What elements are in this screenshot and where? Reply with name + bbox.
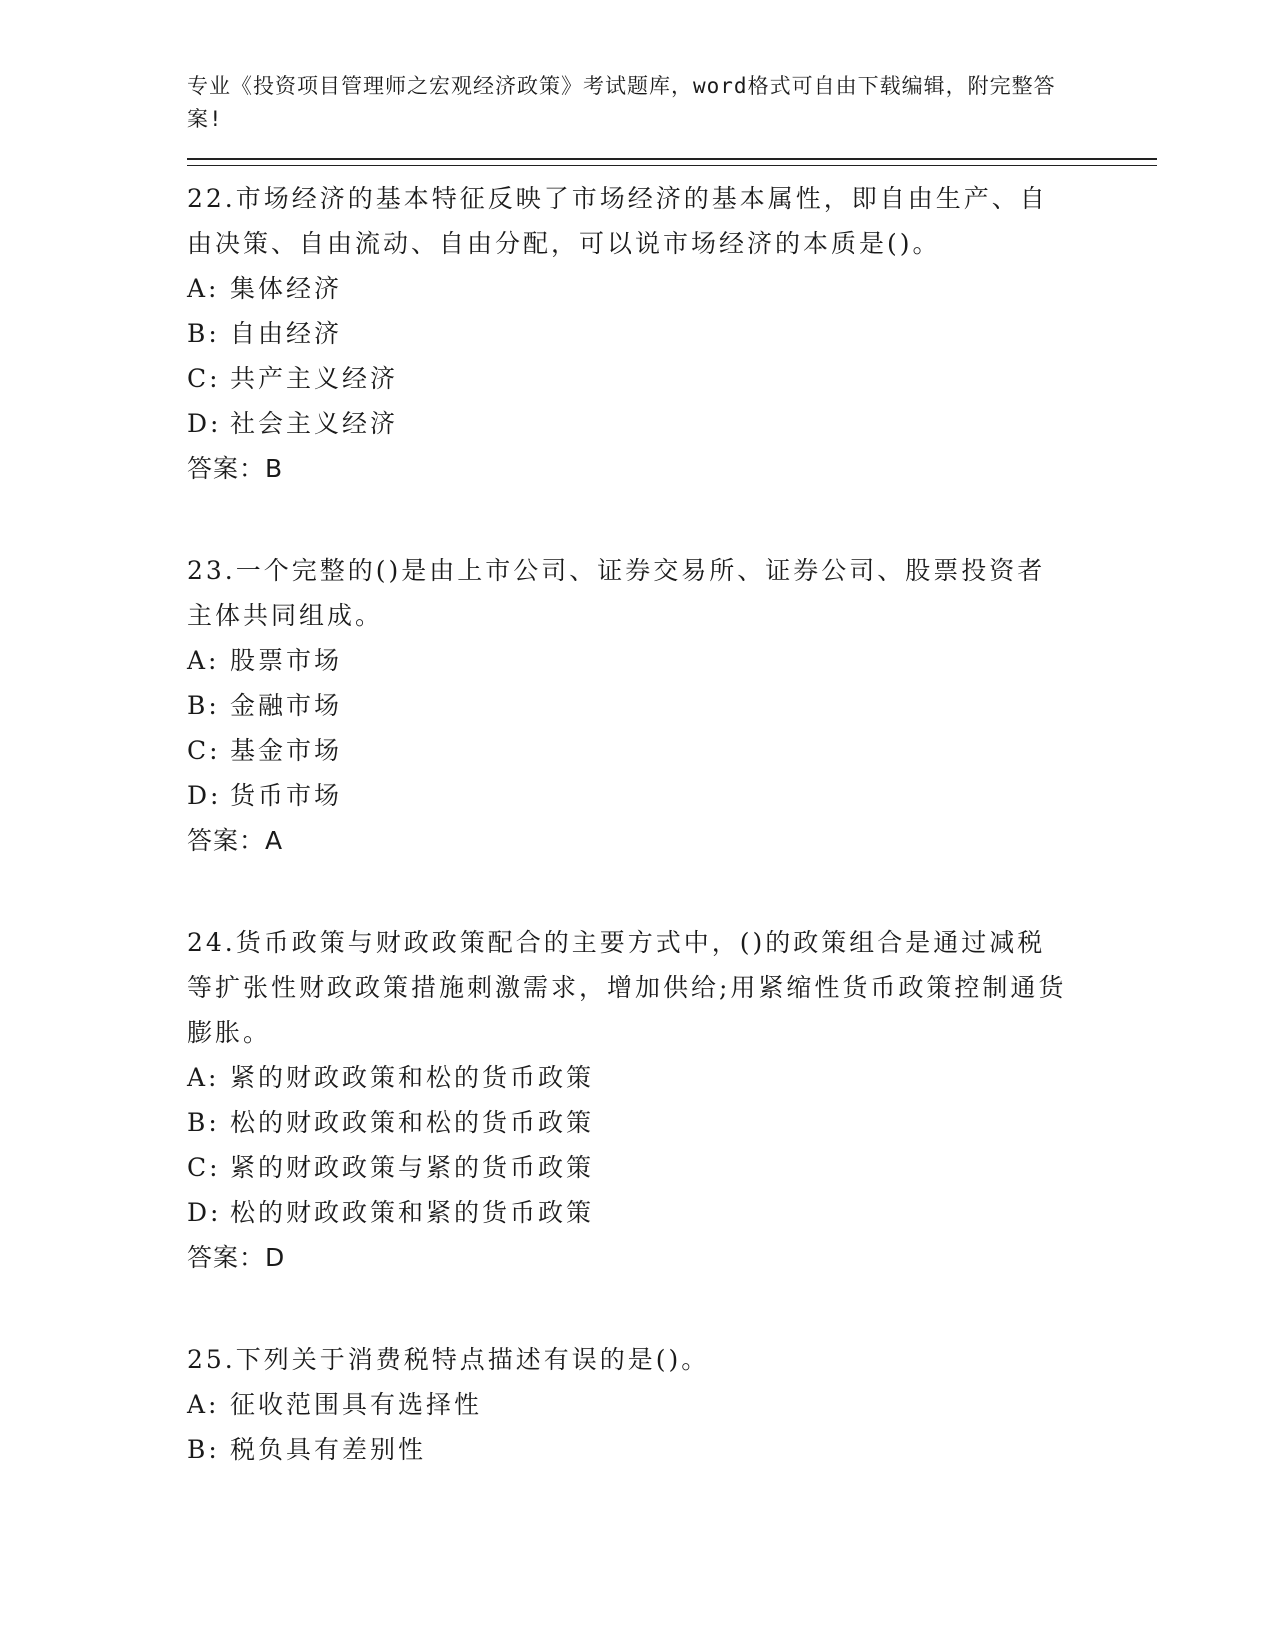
question-23 [187,548,1157,863]
option-text: 紧的财政政策与紧的货币政策 [230,1153,595,1182]
option-letter: B: [187,691,220,720]
answer-line: 答案：D [187,1243,286,1272]
answer-line: 答案：A [187,826,284,855]
document-page [187,70,1157,1472]
option-text: 自由经济 [230,319,343,348]
answer-line: 答案：B [187,454,284,483]
option-c [187,1145,1157,1190]
option-letter: C: [187,1153,221,1182]
option-letter: D: [187,781,222,810]
option-text: 基金市场 [230,736,343,765]
question-text: 25.下列关于消费税特点描述有误的是()。 [187,1345,710,1374]
option-text: 紧的财政政策和松的货币政策 [230,1063,595,1092]
question-text: 22.市场经济的基本特征反映了市场经济的基本属性，即自由生产、自由决策、自由流动、自由分配，可以说市场经济的本质是()。 [187,184,1048,258]
option-letter: A: [187,646,220,675]
option-text: 社会主义经济 [230,409,399,438]
option-b [187,1427,1157,1472]
option-letter: D: [187,1198,222,1227]
option-text: 金融市场 [230,691,343,720]
question-25 [187,1337,1157,1472]
option-c [187,356,1157,401]
option-a [187,266,1157,311]
header-divider [187,158,1157,166]
option-letter: A: [187,1390,220,1419]
option-d [187,1190,1157,1235]
question-text: 23.一个完整的()是由上市公司、证券交易所、证券公司、股票投资者主体共同组成。 [187,556,1046,630]
option-letter: B: [187,1435,220,1464]
option-text: 松的财政政策和紧的货币政策 [230,1198,595,1227]
option-text: 松的财政政策和松的货币政策 [230,1108,595,1137]
option-letter: A: [187,1063,220,1092]
option-letter: C: [187,736,221,765]
option-b [187,683,1157,728]
option-a [187,1055,1157,1100]
option-b [187,1100,1157,1145]
option-d [187,773,1157,818]
document-header: 专业《投资项目管理师之宏观经济政策》考试题库，word格式可自由下载编辑，附完整答案! [187,74,1056,131]
option-text: 集体经济 [230,274,343,303]
option-text: 征收范围具有选择性 [230,1390,483,1419]
option-c [187,728,1157,773]
option-text: 股票市场 [230,646,343,675]
option-letter: A: [187,274,220,303]
option-b [187,311,1157,356]
option-text: 货币市场 [230,781,343,810]
question-text: 24.货币政策与财政政策配合的主要方式中，()的政策组合是通过减税等扩张性财政政策措施刺激需求，增加供给;用紧缩性货币政策控制通货膨胀。 [187,928,1067,1047]
option-a [187,638,1157,683]
option-letter: C: [187,364,221,393]
option-d [187,401,1157,446]
option-letter: B: [187,319,220,348]
question-24 [187,920,1157,1280]
option-text: 共产主义经济 [230,364,399,393]
option-a [187,1382,1157,1427]
option-letter: D: [187,409,222,438]
option-letter: B: [187,1108,220,1137]
question-22 [187,176,1157,491]
option-text: 税负具有差别性 [230,1435,427,1464]
